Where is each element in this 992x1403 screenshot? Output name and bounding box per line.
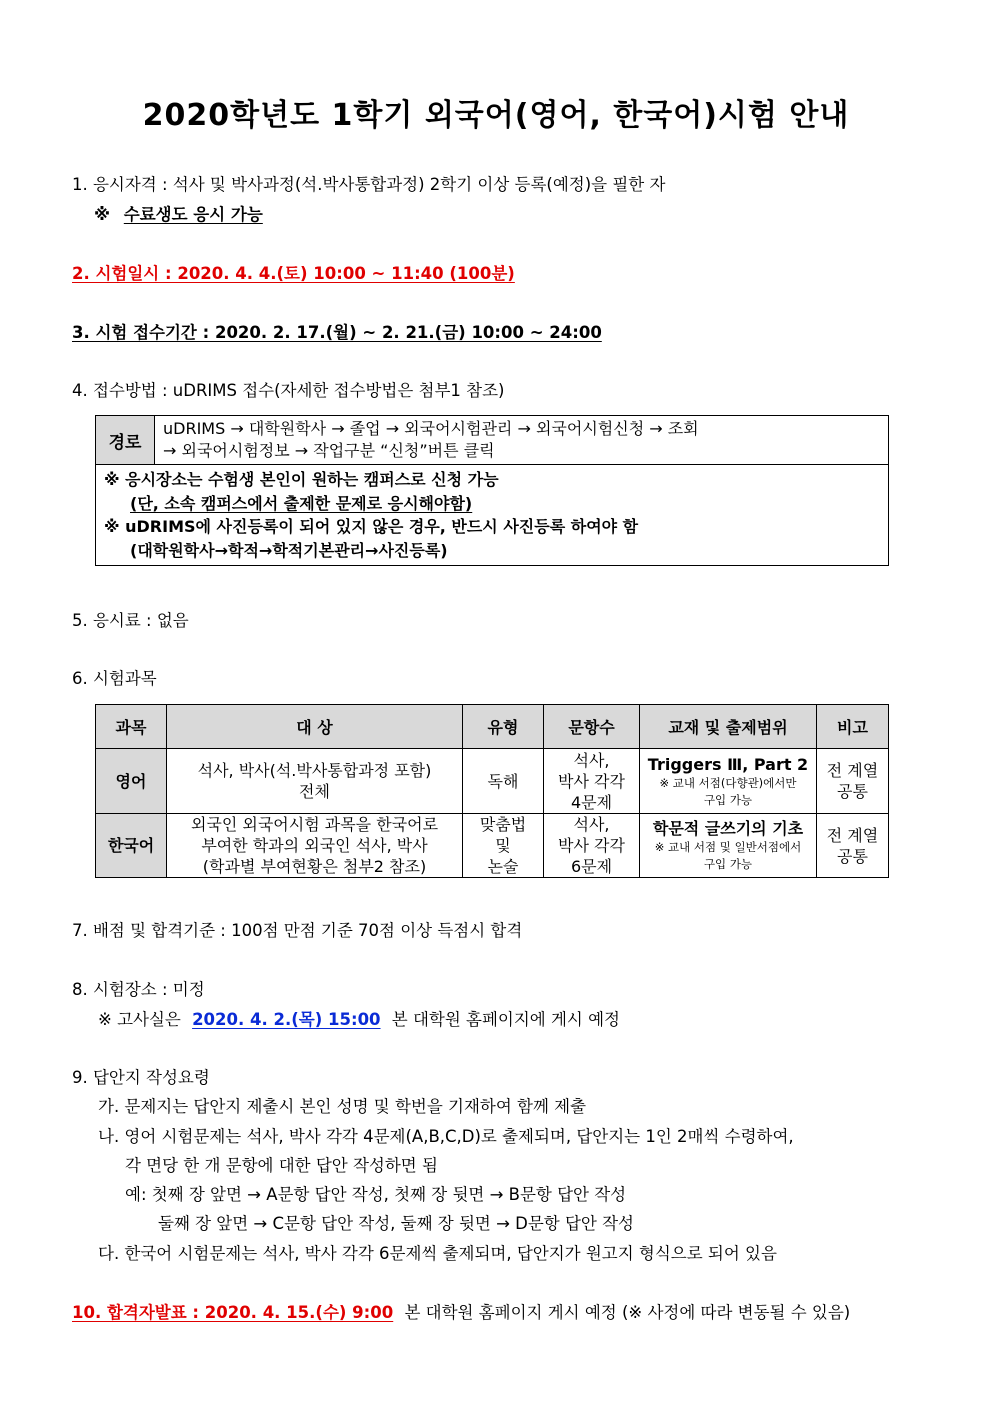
section-9-answer-guide: 9. 답안지 작성요령 [72, 1068, 210, 1087]
type-line: 맞춤법 [479, 815, 527, 834]
route-notes [96, 465, 889, 566]
venue-announce-date: 2020. 4. 2.(목) 15:00 [192, 1010, 381, 1029]
target-cell [167, 749, 463, 814]
textbook-note: ※ 교내 서점 및 일반서점에서 [654, 840, 802, 854]
completion-note: 수료생도 응시 가능 [123, 205, 263, 224]
textbook-note: 구입 가능 [703, 857, 753, 871]
remark-cell [817, 814, 889, 878]
venue-note-suffix: 본 대학원 홈페이지에 게시 예정 [391, 1010, 620, 1029]
textbook-title: Triggers Ⅲ, Part 2 [647, 754, 809, 774]
guide-ga: 가. 문제지는 답안지 제출시 본인 성명 및 학번을 기재하여 함께 제출 [98, 1097, 587, 1116]
target-cell [167, 814, 463, 878]
section-8-note [98, 1009, 620, 1031]
count-line: 박사 각각 [558, 771, 625, 791]
route-line-2: → 외국어시험정보 → 작업구분 “신청”버튼 클릭 [163, 441, 495, 460]
count-line: 석사, [573, 750, 610, 770]
route-label: 경로 [96, 416, 155, 465]
textbook-note: 구입 가능 [703, 792, 753, 807]
count-line: 4문제 [570, 792, 613, 812]
col-remark: 비고 [817, 705, 889, 749]
section-5-fee: 5. 응시료 : 없음 [72, 611, 189, 630]
section-1-note [94, 204, 263, 226]
section-10-announcement [72, 1302, 850, 1324]
section-8-venue: 8. 시험장소 : 미정 [72, 980, 205, 999]
note-photo: ※ uDRIMS에 사진등록이 되어 있지 않은 경우, 반드시 사진등록 하여야 함 [104, 517, 639, 536]
target-line: 외국인 외국어시험 과목을 한국어로 [190, 815, 439, 834]
target-line: 부여한 학과의 외국인 석사, 박사 [201, 836, 428, 855]
count-line: 박사 각각 [558, 836, 625, 855]
count-cell [544, 749, 640, 814]
col-textbook: 교재 및 출제범위 [640, 705, 817, 749]
route-steps [155, 416, 889, 465]
count-cell [544, 814, 640, 878]
note-campus-sub: (단, 소속 캠퍼스에서 출제한 문제로 응시해야함) [130, 493, 473, 513]
section-2-exam-date: 2. 시험일시 : 2020. 4. 4.(토) 10:00 ~ 11:40 (100분) [72, 264, 515, 283]
target-line: 석사, 박사(석.박사통합과정 포함) [197, 761, 432, 780]
col-target: 대 상 [167, 705, 463, 749]
guide-example-2: 둘째 장 앞면 → C문항 답안 작성, 둘째 장 뒷면 → D문항 답안 작성 [158, 1214, 634, 1233]
remark-line: 공통 [837, 846, 868, 866]
announcement-detail: 본 대학원 홈페이지 게시 예정 (※ 사정에 따라 변동될 수 있음) [404, 1303, 851, 1322]
page-title: 2020학년도 1학기 외국어(영어, 한국어)시험 안내 [142, 98, 850, 133]
route-table [95, 415, 889, 566]
section-7-criteria: 7. 배점 및 합격기준 : 100점 만점 기준 70점 이상 득점시 합격 [72, 921, 523, 940]
table-header-row [96, 705, 889, 749]
subject-cell: 영어 [96, 749, 167, 814]
count-line: 6문제 [570, 857, 613, 876]
guide-example-1: 예: 첫째 장 앞면 → A문항 답안 작성, 첫째 장 뒷면 → B문항 답안 작성 [125, 1185, 627, 1204]
remark-line: 전 계열 [826, 761, 879, 780]
table-row [96, 814, 889, 878]
note-campus: ※ 응시장소는 수험생 본인이 원하는 캠퍼스로 신청 가능 [104, 470, 499, 489]
guide-na: 나. 영어 시험문제는 석사, 박사 각각 4문제(A,B,C,D)로 출제되며, 답안지는 1인 2매씩 수령하여, [98, 1127, 794, 1146]
section-6-subjects: 6. 시험과목 [72, 669, 157, 688]
remark-line: 전 계열 [826, 825, 879, 845]
note-photo-sub: (대학원학사→학적→학적기본관리→사진등록) [130, 540, 448, 560]
type-cell [463, 814, 544, 878]
route-line-1: uDRIMS → 대학원학사 → 졸업 → 외국어시험관리 → 외국어시험신청 → 조회 [163, 419, 699, 438]
textbook-cell [640, 814, 817, 878]
type-line: 및 [495, 836, 511, 855]
textbook-note: ※ 교내 서점(다향관)에서만 [659, 775, 797, 790]
textbook-cell [640, 749, 817, 814]
venue-note-prefix: ※ 고사실은 [98, 1010, 181, 1029]
guide-da: 다. 한국어 시험문제는 석사, 박사 각각 6문제씩 출제되며, 답안지가 원고지 형식으로 되어 있음 [98, 1244, 777, 1263]
subject-cell: 한국어 [96, 814, 167, 878]
col-count: 문항수 [544, 705, 640, 749]
section-4-method: 4. 접수방법 : uDRIMS 접수(자세한 접수방법은 첨부1 참조) [72, 381, 505, 400]
section-3-registration-period: 3. 시험 접수기간 : 2020. 2. 17.(월) ~ 2. 21.(금) 10:00 ~ 24:00 [72, 323, 602, 342]
remark-cell [817, 749, 889, 814]
table-row [96, 749, 889, 814]
textbook-title: 학문적 글쓰기의 기초 [652, 819, 804, 838]
section-1-eligibility: 1. 응시자격 : 석사 및 박사과정(석.박사통합과정) 2학기 이상 등록(예정)을 필한 자 [72, 175, 666, 194]
target-line: (학과별 부여현황은 첨부2 참조) [202, 857, 427, 876]
type-cell: 독해 [463, 749, 544, 814]
remark-line: 공통 [837, 782, 868, 801]
subjects-table [95, 704, 889, 878]
target-line: 전체 [299, 782, 330, 801]
col-type: 유형 [463, 705, 544, 749]
guide-na-cont: 각 면당 한 개 문항에 대한 답안 작성하면 됨 [125, 1156, 438, 1175]
announcement-date: 10. 합격자발표 : 2020. 4. 15.(수) 9:00 [72, 1303, 394, 1322]
note-mark: ※ [94, 205, 111, 224]
col-subject: 과목 [96, 705, 167, 749]
count-line: 석사, [573, 815, 610, 834]
type-line: 논술 [487, 857, 519, 876]
